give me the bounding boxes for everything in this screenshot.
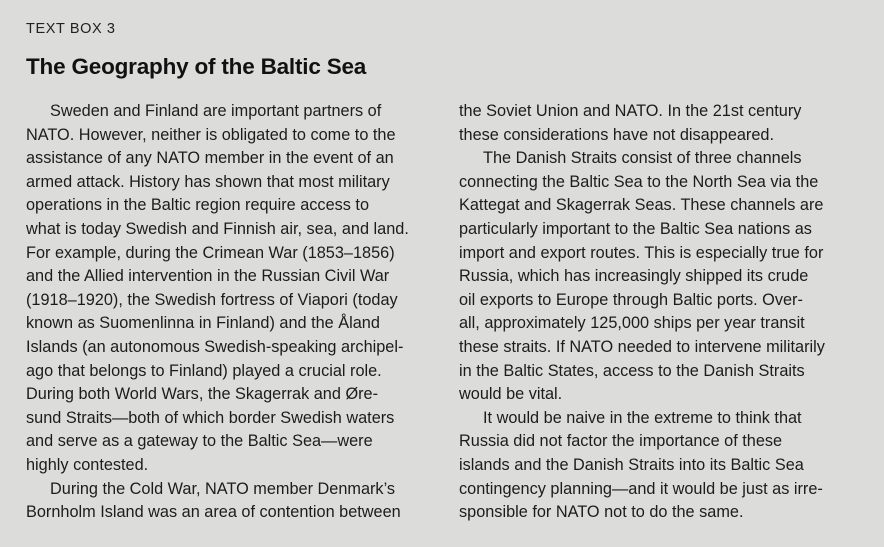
right-column	[459, 100, 859, 525]
text-box-title: The Geography of the Baltic Sea	[26, 54, 367, 79]
text-line: For example, during the Crimean War (1853–1856)	[26, 243, 395, 262]
text-line: Russia did not factor the importance of these	[459, 432, 783, 451]
text-line: in the Baltic States, access to the Danish Straits	[459, 361, 805, 380]
text-line: It would be naive in the extreme to think that	[483, 408, 802, 427]
text-line: Bornholm Island was an area of contention between	[26, 503, 401, 522]
text-line: highly contested.	[26, 455, 149, 474]
text-line: particularly important to the Baltic Sea nations as	[459, 219, 812, 238]
text-line: islands and the Danish Straits into its Baltic Sea	[459, 455, 804, 474]
text-line: assistance of any NATO member in the event of an	[26, 149, 394, 168]
text-line: what is today Swedish and Finnish air, sea, and land.	[26, 219, 409, 238]
text-line: would be vital.	[459, 385, 563, 404]
text-line: During both World Wars, the Skagerrak and Øre-	[26, 385, 379, 404]
text-line: the Soviet Union and NATO. In the 21st century	[459, 102, 802, 120]
text-line: (1918–1920), the Swedish fortress of Viapori (today	[26, 290, 398, 309]
text-line: and the Allied intervention in the Russian Civil War	[26, 267, 390, 286]
text-line: connecting the Baltic Sea to the North Sea via the	[459, 172, 819, 191]
text-line: NATO. However, neither is obligated to come to the	[26, 125, 396, 144]
text-line: During the Cold War, NATO member Denmark’s	[50, 479, 396, 498]
text-line: operations in the Baltic region require access to	[26, 196, 370, 215]
text-line: all, approximately 125,000 ships per year transit	[459, 314, 805, 333]
text-line: Sweden and Finland are important partners of	[50, 102, 382, 120]
text-line: and serve as a gateway to the Baltic Sea—were	[26, 432, 373, 451]
text-line: Russia, which has increasingly shipped its crude	[459, 267, 809, 286]
text-line: these considerations have not disappeared.	[459, 125, 774, 144]
text-line: Kattegat and Skagerrak Seas. These channels are	[459, 196, 824, 215]
text-line: contingency planning—and it would be just as irre-	[459, 479, 823, 498]
text-box-label: TEXT BOX 3	[26, 21, 116, 37]
text-line: sund Straits—both of which border Swedish waters	[26, 408, 395, 427]
left-column	[26, 100, 436, 525]
text-line: Islands (an autonomous Swedish-speaking archipel-	[26, 337, 404, 356]
text-line: armed attack. History has shown that most military	[26, 172, 390, 191]
text-line: The Danish Straits consist of three channels	[483, 149, 802, 168]
text-line: sponsible for NATO not to do the same.	[459, 503, 744, 522]
text-line: import and export routes. This is especially true for	[459, 243, 824, 262]
text-line: known as Suomenlinna in Finland) and the Åland	[26, 314, 380, 333]
text-line: ago that belongs to Finland) played a crucial role.	[26, 361, 382, 380]
text-line: these straits. If NATO needed to intervene militarily	[459, 337, 825, 356]
text-line: oil exports to Europe through Baltic ports. Over-	[459, 290, 803, 309]
